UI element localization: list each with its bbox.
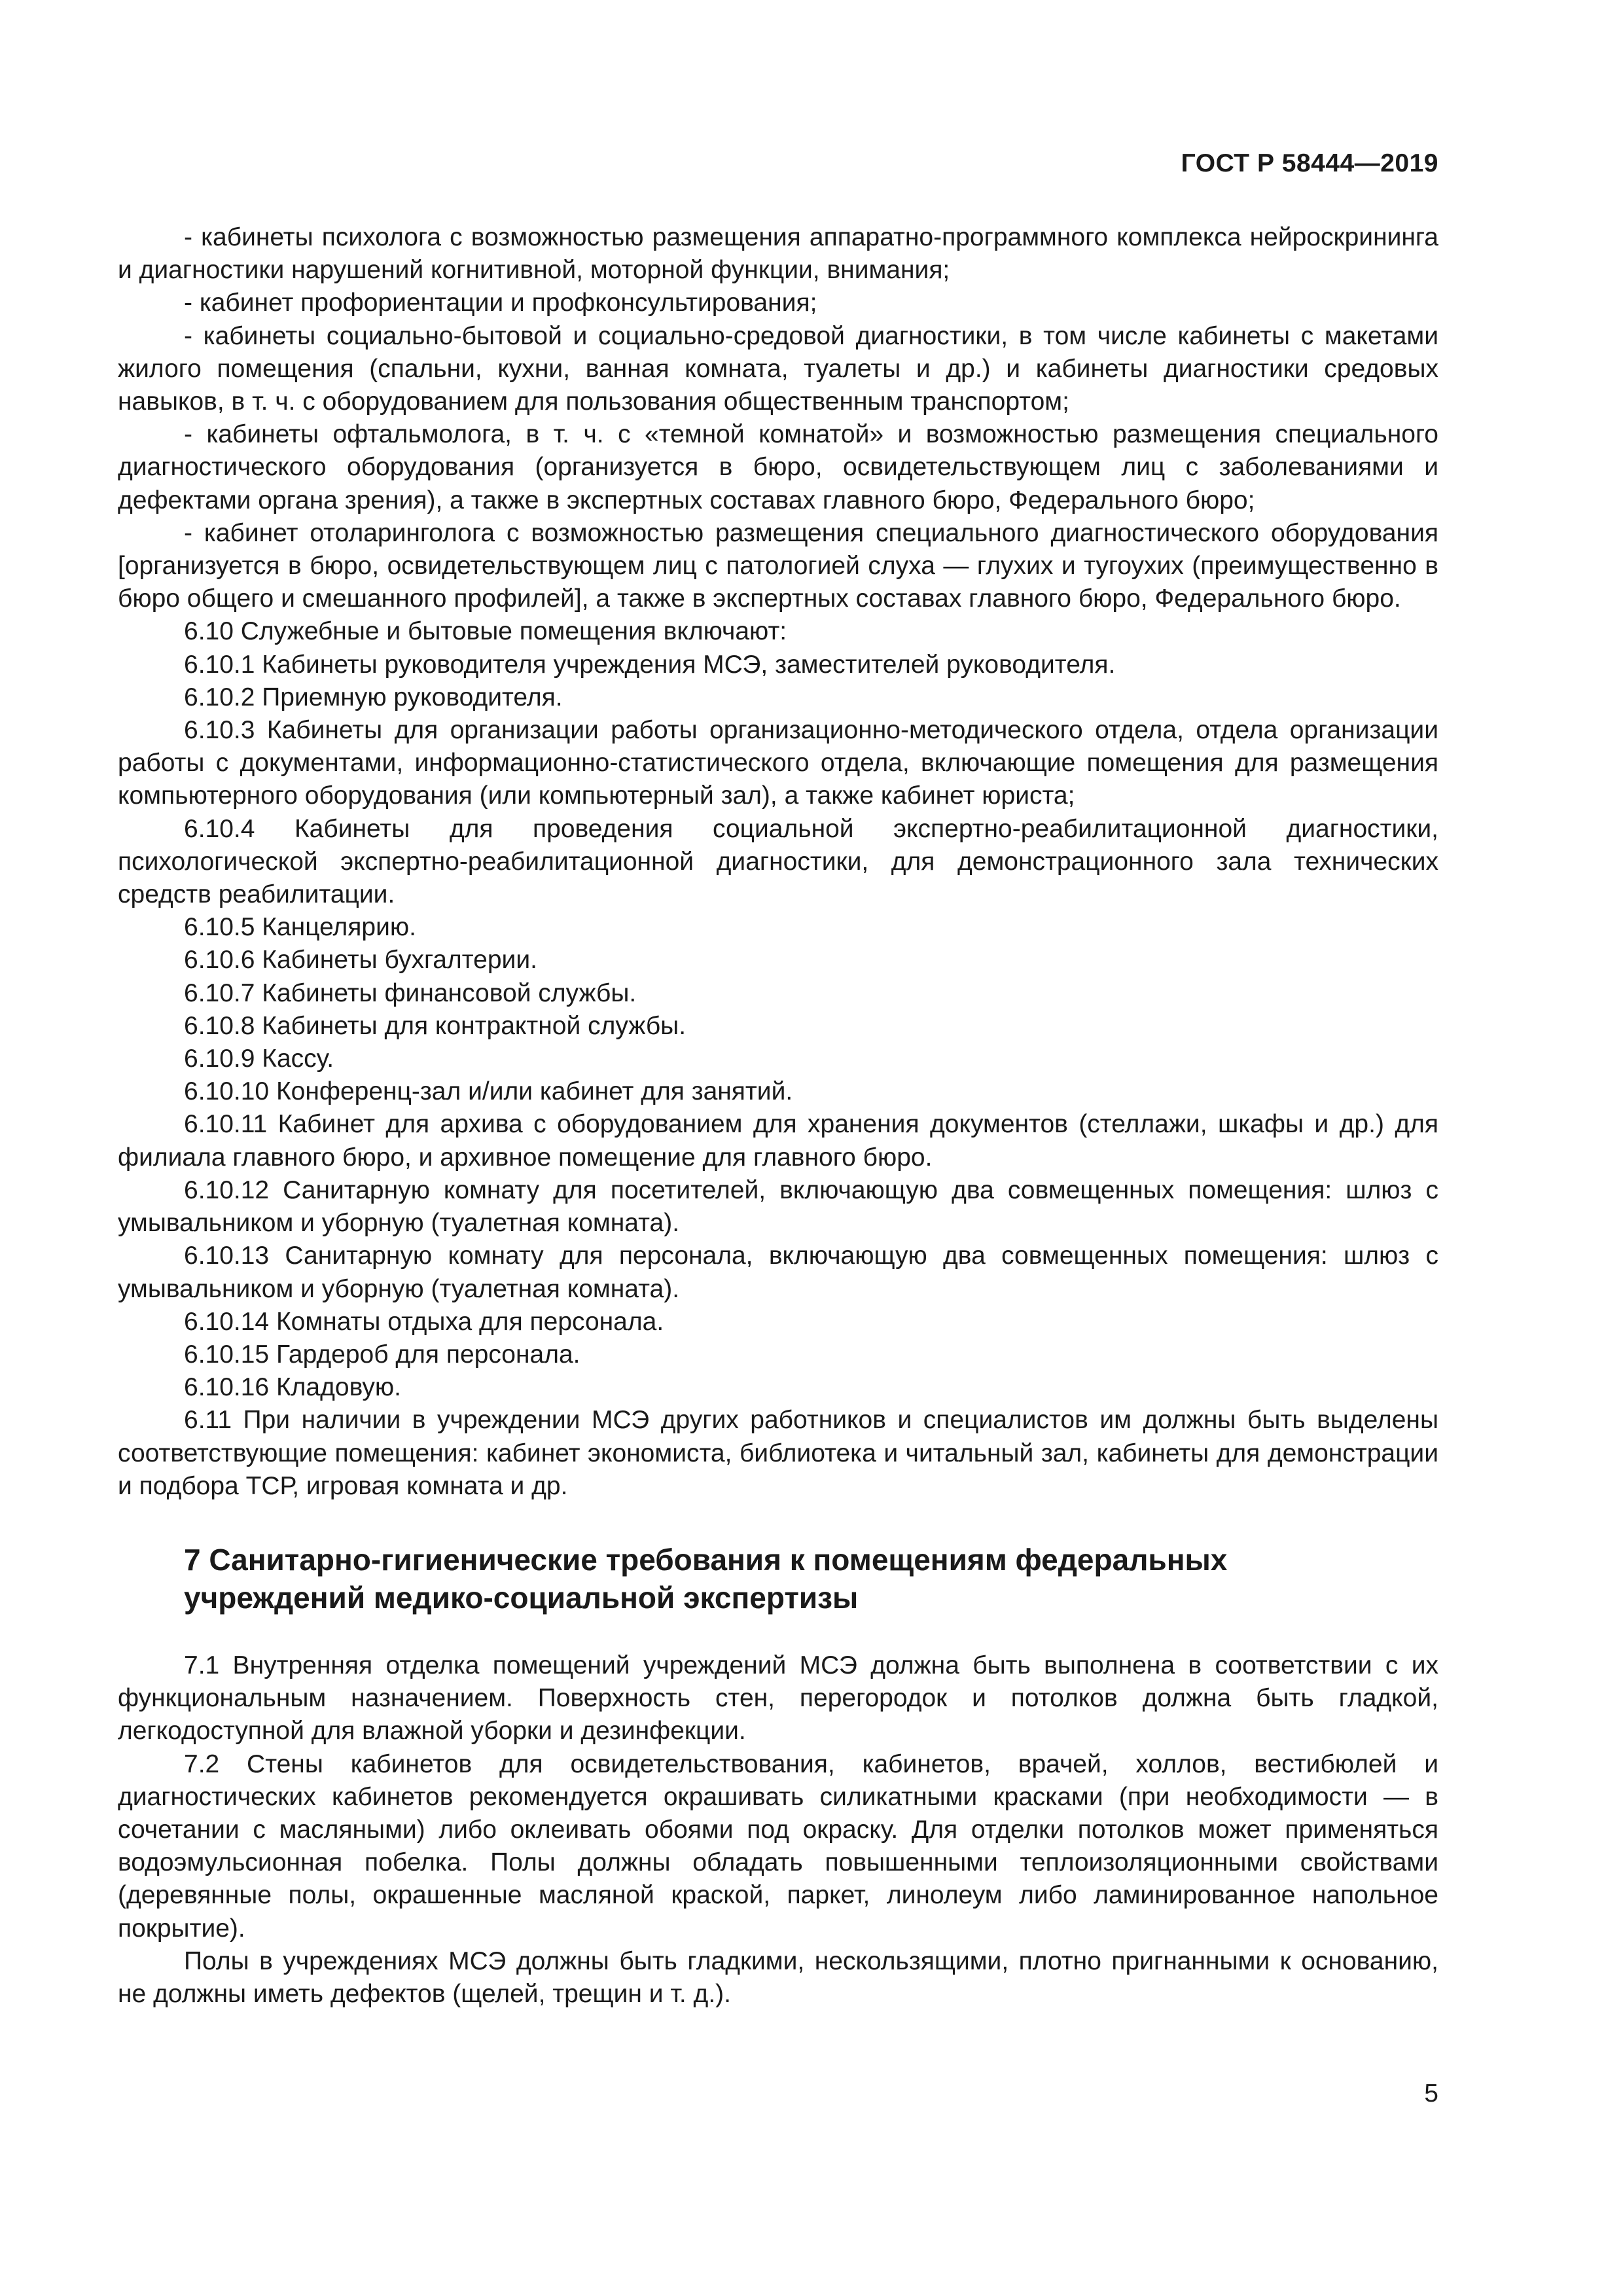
paragraph-6-10-10: 6.10.10 Конференц-зал и/или кабинет для занятий. <box>184 1077 793 1106</box>
paragraph-6-10-14: 6.10.14 Комнаты отдыха для персонала. <box>184 1307 664 1336</box>
paragraph-floors: Полы в учреждениях МСЭ должны быть гладкими, нескользящими, плотно пригнанными к основанию, не должны иметь дефектов (щелей, трещин и т. д.). <box>118 1946 1438 2008</box>
section-7-heading <box>184 1541 1438 1617</box>
paragraph-otolaryngologist: - кабинет отоларинголога с возможностью размещения специального диагностического оборудования [организуется в бюро, освидетельствующем лиц с патологией слуха — глухих и тугоухих (преимущественно в бюро общего и смешанного профилей], а также в экспертных составах главного бюро, Федерального бюро. <box>118 518 1438 613</box>
paragraph-6-10-3: 6.10.3 Кабинеты для организации работы организационно-методического отдела, отдела организации работы с документами, информационно-статистического отдела, включающие помещения для размещения компьютерного оборудования (или компьютерный зал), а также кабинет юриста; <box>118 716 1438 810</box>
paragraph-6-10-11: 6.10.11 Кабинет для архива с оборудованием для хранения документов (стеллажи, шкафы и др.) для филиала главного бюро, и архивное помещение для главного бюро. <box>118 1110 1438 1172</box>
paragraph-social-diagnostics: - кабинеты социально-бытовой и социально-средовой диагностики, в том числе кабинеты с макетами жилого помещения (спальни, кухни, ванная комната, туалеты и др.) и кабинеты диагностики средовых навыков, в т. ч. с оборудованием для пользования общественным транспортом; <box>118 321 1438 416</box>
paragraph-6-10-13: 6.10.13 Санитарную комнату для персонала, включающую два совмещенных помещения: шлюз с умывальником и уборную (туалетная комната). <box>118 1242 1438 1303</box>
paragraph-6-11: 6.11 При наличии в учреждении МСЭ других работников и специалистов им должны быть выделены соответствующие помещения: кабинет экономиста, библиотека и читальный зал, кабинеты для демонстрации и подбора ТСР, игровая комната и др. <box>118 1406 1438 1500</box>
paragraph-6-10-15: 6.10.15 Гардероб для персонала. <box>184 1340 580 1369</box>
paragraph-ophthalmologist: - кабинеты офтальмолога, в т. ч. с «темной комнатой» и возможностью размещения специального диагностического оборудования (организуется в бюро, освидетельствующем лиц с заболеваниями и дефектами органа зрения), а также в экспертных составах главного бюро, Федерального бюро; <box>118 420 1438 514</box>
paragraph-6-10-6: 6.10.6 Кабинеты бухгалтерии. <box>184 946 537 975</box>
paragraph-6-10: 6.10 Служебные и бытовые помещения включают: <box>184 617 787 646</box>
section-7-heading-line-1: 7 Санитарно-гигиенические требования к помещениям федеральных <box>184 1542 1228 1577</box>
paragraph-career-guidance: - кабинет профориентации и профконсультирования; <box>184 289 817 317</box>
page-number: 5 <box>1424 2079 1438 2108</box>
paragraph-6-10-5: 6.10.5 Канцелярию. <box>184 913 416 942</box>
paragraph-6-10-16: 6.10.16 Кладовую. <box>184 1373 402 1402</box>
paragraph-6-10-12: 6.10.12 Санитарную комнату для посетителей, включающую два совмещенных помещения: шлюз с умывальником и уборную (туалетная комната). <box>118 1175 1438 1238</box>
document-body <box>118 221 1438 2011</box>
paragraph-6-10-9: 6.10.9 Кассу. <box>184 1045 334 1073</box>
paragraph-6-10-1: 6.10.1 Кабинеты руководителя учреждения МСЭ, заместителей руководителя. <box>184 650 1116 679</box>
paragraph-6-10-7: 6.10.7 Кабинеты финансовой службы. <box>184 978 637 1007</box>
document-code: ГОСТ Р 58444—2019 <box>1181 149 1438 177</box>
paragraph-6-10-2: 6.10.2 Приемную руководителя. <box>184 683 563 711</box>
section-7-heading-line-2: учреждений медико-социальной экспертизы <box>184 1580 859 1615</box>
paragraph-6-10-4: 6.10.4 Кабинеты для проведения социальной экспертно-реабилитационной диагностики, психологической экспертно-реабилитационной диагностики, для демонстрационного зала технических средств реабилитации. <box>118 814 1438 909</box>
paragraph-7-1: 7.1 Внутренняя отделка помещений учреждений МСЭ должна быть выполнена в соответствии с их функциональным назначением. Поверхность стен, перегородок и потолков должна быть гладкой, легкодоступной для влажной уборки и дезинфекции. <box>118 1651 1438 1746</box>
paragraph-7-2: 7.2 Стены кабинетов для освидетельствования, кабинетов, врачей, холлов, вестибюлей и диагностических кабинетов рекомендуется окрашивать силикатными красками (при необходимости — в сочетании с масляными) либо оклеивать обоями под окраску. Для отделки потолков может применяться водоэмульсионная побелка. Полы должны обладать повышенными теплоизоляционными свойствами (деревянные полы, окрашенные масляной краской, паркет, линолеум либо ламинированное напольное покрытие). <box>118 1749 1438 1943</box>
paragraph-6-10-8: 6.10.8 Кабинеты для контрактной службы. <box>184 1011 687 1040</box>
paragraph-psychologist: - кабинеты психолога с возможностью размещения аппаратно-программного комплекса нейроскрининга и диагностики нарушений когнитивной, моторной функции, внимания; <box>118 223 1438 285</box>
